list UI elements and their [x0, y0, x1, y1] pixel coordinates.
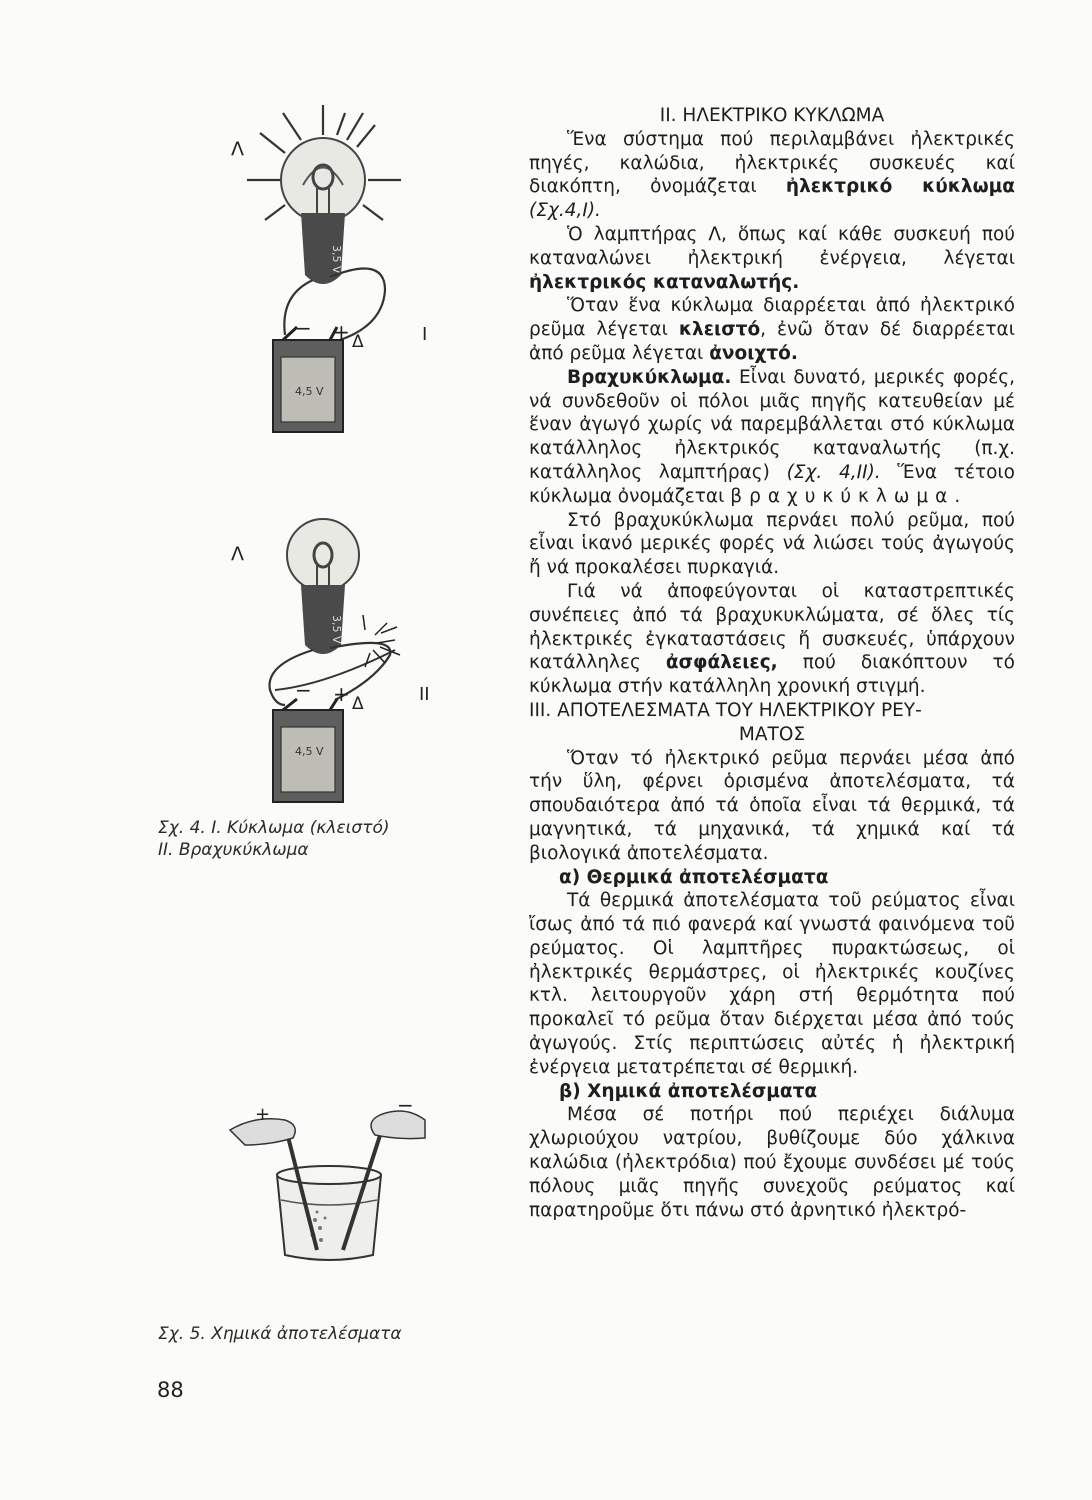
paragraph-3-text-2: , ἐνῶ ὅταν δέ διαρρέεται ἀπό ρεῦμα λέγεται [529, 319, 1015, 364]
page-number: 88 [157, 1378, 184, 1402]
paragraph-6-text-2: πού διακόπτουν τό κύκλωμα στήν κατάλληλη χρονική στιγμή. [529, 652, 1016, 698]
plus-sign: + [333, 320, 350, 344]
paragraph-6 [529, 580, 1015, 699]
figure-4-caption [158, 817, 389, 861]
figure-5-caption: Σχ. 5. Χημικά ἀποτελέσματα [158, 1324, 402, 1344]
term-consumer: ἠλεκτρικός καταναλωτής. [529, 271, 800, 293]
paragraph-9: Μέσα σέ ποτήρι πού περιέχει διάλυμα χλωριούχου νατρίου, βυθίζουμε δύο χάλκινα καλώδια (ἠλεκτρόδια) πού ἔχουμε συνδέσει μέ τούς πόλους μιᾶς πηγῆς συνεχοῦς ρεύματος καί παρατηροῦμε ὅτι πάνω στό ἀρνητικό ἠλεκτρό- [529, 1104, 1015, 1221]
battery-voltage-label: 4,5 V [295, 745, 324, 758]
text-column [529, 104, 1015, 1222]
term-closed: κλειστό [678, 319, 761, 341]
paragraph-6-text: Γιά νά ἀποφεύγονται οἱ καταστρεπτικές συνέπειες ἀπό τά βραχυκυκλώματα, σέ ὅλες τίς ἠλεκτρικές ἐγκαταστάσεις ἤ συσκευές, ὑπάρχουν κατάλληλες [529, 580, 1015, 674]
roman-numeral-2: II [419, 684, 430, 705]
figure-reference: (Σχ.4,Ι). [529, 200, 601, 222]
term-open: ἀνοιχτό. [709, 342, 798, 364]
figure-reference: (Σχ. 4,ΙΙ). [786, 461, 881, 483]
spark-icon [363, 615, 400, 667]
paragraph-1 [529, 128, 1015, 223]
paragraph-7: Ὅταν τό ἠλεκτρικό ρεῦμα περνάει μέσα ἀπό τήν ὕλη, φέρνει ὁρισμένα ἀποτελέσματα, τά σπουδαιότερα ἀπό τά ὁποῖα εἶναι τά θερμικά, τά μαγνητικά, τά μηχανικά, τά χημικά καί τά βιολογικά ἀποτελέσματα. [529, 747, 1015, 864]
caption-line-2: ΙΙ. Βραχυκύκλωμα [158, 840, 309, 860]
term-short-circuit-spaced: βραχυκύκλωμα. [730, 485, 968, 507]
battery-voltage-label: 4,5 V [295, 385, 324, 398]
figure-4-short-circuit [225, 515, 440, 815]
figure-4-closed-circuit [225, 95, 440, 440]
roman-numeral-1: I [422, 324, 428, 345]
section-heading-2: ΙΙ. ΗΛΕΚΤΡΙΚΟ ΚΥΚΛΩΜΑ [659, 105, 885, 126]
subheading-chemical: β) Χημικά ἀποτελέσματα [559, 1080, 818, 1102]
caption-line-1: Σχ. 4. Ι. Κύκλωμα (κλειστό) [158, 818, 390, 838]
beaker [277, 1175, 381, 1260]
paragraph-2 [529, 223, 1015, 294]
term-fuses: ἀσφάλειες, [665, 652, 778, 674]
paragraph-8: Τά θερμικά ἀποτελέσματα τοῦ ρεύματος εἶναι ἴσως ἀπό τά πιό φανερά καί γνωστά φαινόμενα τοῦ ρεύματος. Οἱ λαμπτῆρες πυρακτώσεως, οἱ ἠλεκτρικές θερμάστρες, οἱ ἠλεκτρικές κουζίνες κτλ. λειτουργοῦν χάρη στή θερμότητα πού προκαλεῖ τό ρεῦμα ὅταν διέρχεται μέσα ἀπό τούς ἀγωγούς. Στίς περιπτώσεις αὐτές ἡ ἠλεκτρική ἐνέργεια μετατρέπεται σέ θερμική. [529, 890, 1015, 1078]
plus-sign: + [255, 1104, 271, 1125]
paragraph-1-text: Ἕνα σύστημα πού περιλαμβάνει ἠλεκτρικές πηγές, καλώδια, ἠλεκτρικές συσκευές καί διακόπτη, ὀνομάζεται [529, 128, 1015, 198]
paragraph-2-text: Ὁ λαμπτήρας Λ, ὅπως καί κάθε συσκευή πού καταναλώνει ἠλεκτρική ἐνέργεια, λέγεται [529, 223, 1015, 269]
label-lambda: Λ [231, 543, 244, 565]
paragraph-3-text: Ὅταν ἕνα κύκλωμα διαρρέεται ἀπό ἠλεκτρικό ρεῦμα λέγεται [529, 295, 1015, 341]
term-electric-circuit: ἠλεκτρικό κύκλωμα [785, 176, 1015, 198]
paragraph-4-text: Εἶναι δυνατό, μερικές φορές, νά συνδεθοῦν οἱ πόλοι μιᾶς πηγῆς κατευθείαν μέ ἕναν ἀγωγό χωρίς νά παρεμβάλλεται στό κύκλωμα κατάλληλος ἠλεκτρικός καταναλωτής (π.χ. κατάλληλος λαμπτήρας) [529, 366, 1015, 483]
term-short-circuit: Βραχυκύκλωμα. [567, 366, 732, 388]
section-heading-3: ΙΙΙ. ΑΠΟΤΕΛΕΣΜΑΤΑ ΤΟΥ ΗΛΕΚΤΡΙΚΟΥ ΡΕΥ- [529, 699, 922, 721]
bulb-glass [281, 138, 365, 222]
paragraph-3 [529, 294, 1015, 365]
paragraph-5: Στό βραχυκύκλωμα περνάει πολύ ρεῦμα, πού εἶναι ἱκανό μερικές φορές νά λιώσει τούς ἀγωγούς ἤ νά προκαλέσει πυρκαγιά. [529, 509, 1015, 579]
minus-sign: − [295, 316, 312, 340]
minus-sign: − [295, 678, 312, 702]
bulb-glass [287, 519, 359, 591]
section-heading-3-cont: ΜΑΤΟΣ [738, 723, 806, 745]
label-delta: Δ [352, 694, 364, 714]
paragraph-4 [529, 366, 1015, 509]
label-delta: Δ [352, 332, 364, 352]
bulb-voltage-label: 3,5 V [330, 245, 343, 274]
minus-sign: − [397, 1093, 414, 1117]
subheading-thermal: α) Θερμικά ἀποτελέσματα [559, 866, 829, 888]
figure-5-electrolysis [225, 1090, 440, 1265]
plus-sign: + [333, 682, 350, 706]
label-lambda: Λ [231, 138, 244, 160]
bulb-voltage-label: 3,5 V [330, 615, 343, 644]
paragraph-4-text-2: Ἕνα τέτοιο κύκλωμα ὀνομάζεται [529, 461, 1015, 507]
